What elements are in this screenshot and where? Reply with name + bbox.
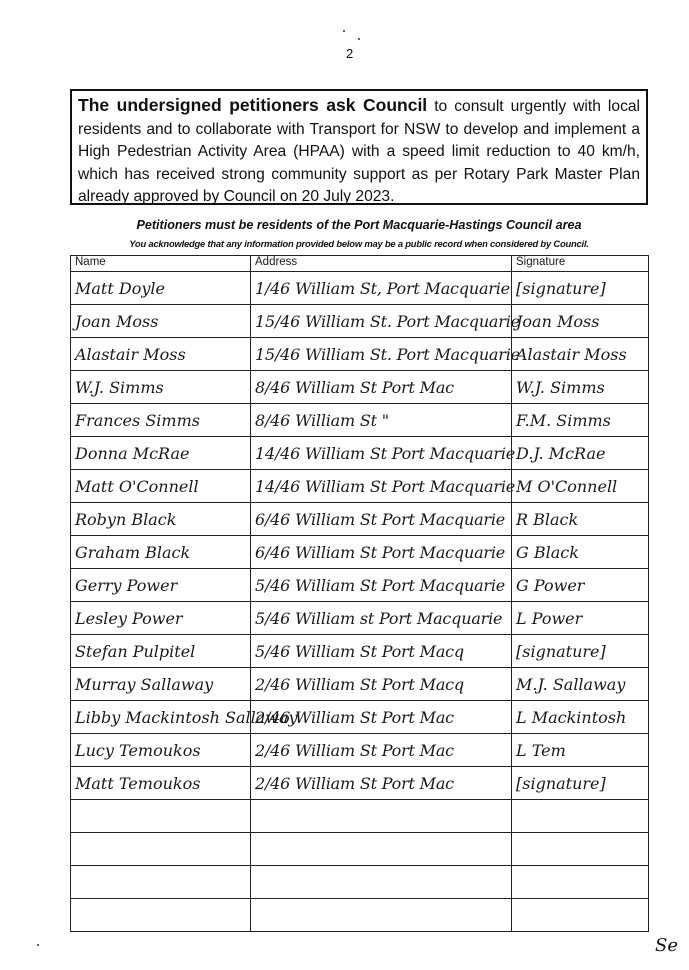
column-header-name: Name <box>71 256 251 272</box>
name-cell <box>71 899 251 932</box>
address-cell: 8/46 William St " <box>251 404 512 437</box>
signature-cell: G Power <box>512 569 649 602</box>
signature-cell: Joan Moss <box>512 305 649 338</box>
signature-cell: [signature] <box>512 635 649 668</box>
address-cell: 5/46 William st Port Macquarie <box>251 602 512 635</box>
petition-lead: The undersigned petitioners ask Council <box>78 95 428 115</box>
name-cell: Murray Sallaway <box>71 668 251 701</box>
address-cell: 2/46 William St Port Macq <box>251 668 512 701</box>
table-row <box>71 767 649 800</box>
petition-body: to consult urgently with local residents and to collaborate with Transport for NSW to develop and implement a High Pedestrian Activity Area (HPAA) with a speed limit reduction to 40 km/h, which has received strong community support as per Rotary Park Master Plan already approved by Council on 20 July 2023. <box>78 98 640 205</box>
name-cell: Alastair Moss <box>71 338 251 371</box>
table-row <box>71 899 649 932</box>
name-cell: Lucy Temoukos <box>71 734 251 767</box>
scan-speck <box>37 944 39 946</box>
signature-cell <box>512 866 649 899</box>
address-cell: 15/46 William St. Port Macquarie <box>251 305 512 338</box>
signature-cell: Alastair Moss <box>512 338 649 371</box>
address-cell <box>251 866 512 899</box>
signature-cell: W.J. Simms <box>512 371 649 404</box>
name-cell: Joan Moss <box>71 305 251 338</box>
page-number: 2 <box>346 46 354 61</box>
table-row <box>71 569 649 602</box>
name-cell: Donna McRae <box>71 437 251 470</box>
signature-table <box>70 255 649 932</box>
table-row <box>71 470 649 503</box>
address-cell: 5/46 William St Port Macq <box>251 635 512 668</box>
continuation-mark: Se <box>655 935 678 956</box>
name-cell: Lesley Power <box>71 602 251 635</box>
table-row <box>71 371 649 404</box>
address-cell: 8/46 William St Port Mac <box>251 371 512 404</box>
signature-cell <box>512 899 649 932</box>
table-row <box>71 536 649 569</box>
name-cell: Libby Mackintosh Sallaway <box>71 701 251 734</box>
name-cell: Stefan Pulpitel <box>71 635 251 668</box>
name-cell: Frances Simms <box>71 404 251 437</box>
address-cell <box>251 833 512 866</box>
table-row <box>71 338 649 371</box>
address-cell <box>251 899 512 932</box>
scan-speck <box>358 38 360 40</box>
table-row <box>71 701 649 734</box>
name-cell: W.J. Simms <box>71 371 251 404</box>
signature-cell: M O'Connell <box>512 470 649 503</box>
table-row <box>71 668 649 701</box>
signature-cell: R Black <box>512 503 649 536</box>
table-row <box>71 305 649 338</box>
address-cell <box>251 800 512 833</box>
signature-cell: L Mackintosh <box>512 701 649 734</box>
table-row <box>71 272 649 305</box>
table-row <box>71 800 649 833</box>
petition-statement <box>70 89 648 205</box>
name-cell: Matt Temoukos <box>71 767 251 800</box>
name-cell <box>71 833 251 866</box>
table-row <box>71 866 649 899</box>
name-cell: Robyn Black <box>71 503 251 536</box>
table-row <box>71 635 649 668</box>
column-header-address: Address <box>251 256 512 272</box>
address-cell: 2/46 William St Port Mac <box>251 734 512 767</box>
table-row <box>71 437 649 470</box>
table-row <box>71 833 649 866</box>
signature-cell: L Tem <box>512 734 649 767</box>
signature-cell: M.J. Sallaway <box>512 668 649 701</box>
acknowledgement-note: You acknowledge that any information provided below may be a public record when considered by Council. <box>129 238 589 249</box>
table-row <box>71 404 649 437</box>
signature-cell <box>512 833 649 866</box>
table-row <box>71 734 649 767</box>
address-cell: 14/46 William St Port Macquarie <box>251 470 512 503</box>
signature-cell: D.J. McRae <box>512 437 649 470</box>
signature-cell: G Black <box>512 536 649 569</box>
address-cell: 14/46 William St Port Macquarie <box>251 437 512 470</box>
address-cell: 2/46 William St Port Mac <box>251 701 512 734</box>
table-row <box>71 503 649 536</box>
address-cell: 1/46 William St, Port Macquarie <box>251 272 512 305</box>
name-cell <box>71 800 251 833</box>
name-cell: Gerry Power <box>71 569 251 602</box>
residency-note: Petitioners must be residents of the Port Macquarie-Hastings Council area <box>136 218 582 232</box>
column-header-signature: Signature <box>512 256 649 272</box>
address-cell: 15/46 William St. Port Macquarie <box>251 338 512 371</box>
name-cell <box>71 866 251 899</box>
signature-cell <box>512 800 649 833</box>
table-row <box>71 602 649 635</box>
signature-cell: L Power <box>512 602 649 635</box>
name-cell: Graham Black <box>71 536 251 569</box>
signature-cell: [signature] <box>512 767 649 800</box>
address-cell: 6/46 William St Port Macquarie <box>251 503 512 536</box>
scan-speck <box>343 30 345 32</box>
name-cell: Matt Doyle <box>71 272 251 305</box>
address-cell: 5/46 William St Port Macquarie <box>251 569 512 602</box>
name-cell: Matt O'Connell <box>71 470 251 503</box>
address-cell: 2/46 William St Port Mac <box>251 767 512 800</box>
address-cell: 6/46 William St Port Macquarie <box>251 536 512 569</box>
signature-cell: [signature] <box>512 272 649 305</box>
table-header-row <box>71 256 649 272</box>
signature-cell: F.M. Simms <box>512 404 649 437</box>
